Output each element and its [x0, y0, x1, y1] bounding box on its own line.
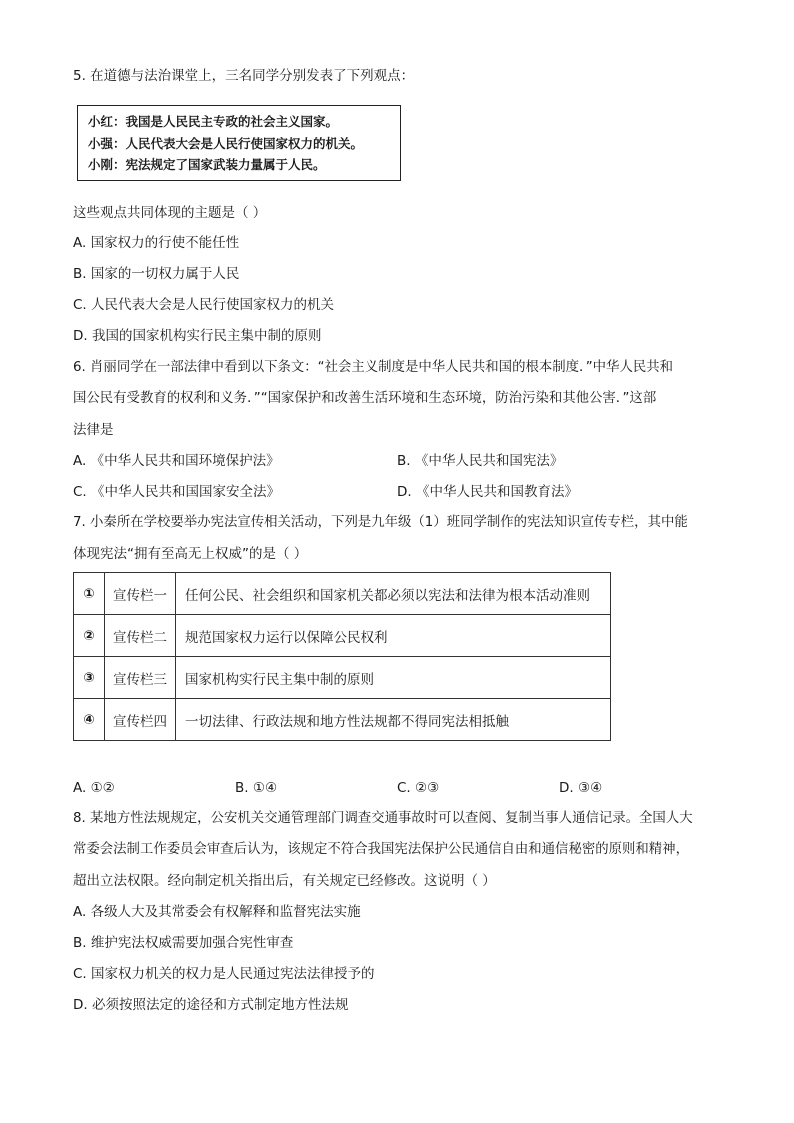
q8-stem-line3: 超出立法权限。经向制定机关指出后，有关规定已经修改。这说明（ ）: [73, 873, 496, 889]
table-row: [74, 699, 611, 741]
row-number: ③: [74, 657, 105, 699]
column-name: 宣传栏一: [105, 573, 176, 615]
q7-option-b: B. ①④: [235, 780, 278, 796]
q7-bulletin-table: [73, 572, 611, 741]
q8-option-d: D. 必须按照法定的途径和方式制定地方性法规: [73, 997, 349, 1013]
column-content: 国家机构实行民主集中制的原则: [176, 657, 611, 699]
column-name: 宣传栏二: [105, 615, 176, 657]
q6-option-a: A. 《中华人民共和国环境保护法》: [73, 453, 280, 469]
q5-option-c: C. 人民代表大会是人民行使国家权力的机关: [73, 297, 335, 313]
q8-stem-line2: 常委会法制工作委员会审查后认为，该规定不符合我国宪法保护公民通信自由和通信秘密的原则和精神，: [73, 842, 689, 857]
q6-option-d: D. 《中华人民共和国教育法》: [397, 484, 578, 500]
q7-option-a: A. ①②: [73, 780, 115, 796]
column-content: 一切法律、行政法规和地方性法规都不得同宪法相抵触: [176, 699, 611, 741]
q7-option-c: C. ②③: [397, 780, 440, 796]
q5-option-a: A. 国家权力的行使不能任性: [73, 235, 240, 251]
column-content: 规范国家权力运行以保障公民权利: [176, 615, 611, 657]
column-name: 宣传栏三: [105, 657, 176, 699]
row-number: ④: [74, 699, 105, 741]
q5-quote-xiaohong: 小红：我国是人民民主专政的社会主义国家。: [88, 114, 339, 129]
q8-option-a: A. 各级人大及其常委会有权解释和监督宪法实施: [73, 904, 361, 920]
row-number: ②: [74, 615, 105, 657]
table-row: [74, 573, 611, 615]
q8-option-b: B. 维护宪法权威需要加强合宪性审查: [73, 935, 294, 951]
q6-option-b: B. 《中华人民共和国宪法》: [397, 453, 564, 469]
q6-stem-line3: 法律是: [73, 422, 114, 438]
q7-stem-line2: 体现宪法“拥有至高无上权威”的是（ ）: [73, 546, 308, 562]
q8-option-c: C. 国家权力机关的权力是人民通过宪法法律授予的: [73, 966, 375, 982]
q7-stem-line1: 7. 小秦所在学校要举办宪法宣传相关活动，下列是九年级（1）班同学制作的宪法知识宣传专栏，其中能: [73, 515, 688, 530]
table-row: [74, 657, 611, 699]
q7-option-d: D. ③④: [559, 780, 603, 796]
column-content: 任何公民、社会组织和国家机关都必须以宪法和法律为根本活动准则: [176, 573, 611, 615]
q5-option-b: B. 国家的一切权力属于人民: [73, 266, 240, 282]
column-name: 宣传栏四: [105, 699, 176, 741]
q6-option-c: C. 《中华人民共和国国家安全法》: [73, 484, 281, 500]
q8-stem-line1: 8. 某地方性法规规定，公安机关交通管理部门调查交通事故时可以查阅、复制当事人通信记录。全国人大: [73, 811, 693, 826]
q6-stem-line1: 6. 肖丽同学在一部法律中看到以下条文：“社会主义制度是中华人民共和国的根本制度．”中华人民共和: [73, 360, 674, 375]
q5-quote-xiaoqiang: 小强：人民代表大会是人民行使国家权力的机关。: [88, 135, 364, 151]
q5-quote-xiaogang: 小刚：宪法规定了国家武装力量属于人民。: [88, 157, 326, 172]
q6-stem-line2: 国公民有受教育的权利和义务．”“国家保护和改善生活环境和生态环境，防治污染和其他公害．”这部: [73, 391, 657, 406]
q5-quote-box: [77, 105, 401, 181]
q5-option-d: D. 我国的国家机构实行民主集中制的原则: [73, 328, 322, 344]
q5-stem: 5. 在道德与法治课堂上，三名同学分别发表了下列观点：: [73, 68, 415, 84]
q5-question: 这些观点共同体现的主题是（ ）: [73, 205, 267, 221]
row-number: ①: [74, 573, 105, 615]
table-row: [74, 615, 611, 657]
